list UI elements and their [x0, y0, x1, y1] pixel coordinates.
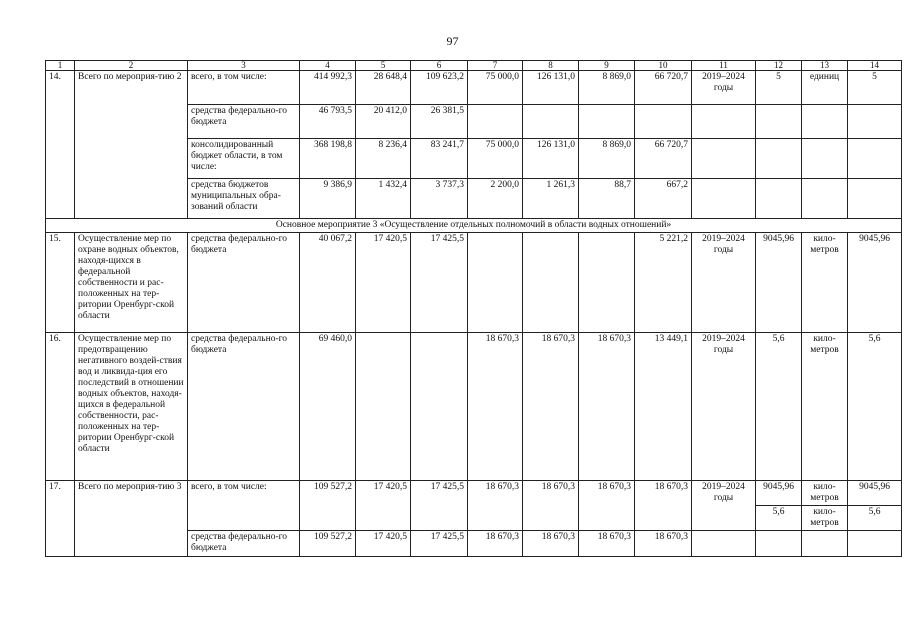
amount-2024: 5 221,2 — [635, 233, 692, 333]
empty-cell — [692, 105, 756, 139]
amount-2019 — [356, 333, 411, 481]
program-activities-table — [45, 60, 902, 557]
amount-2020: 109 623,2 — [411, 71, 468, 105]
amount-2023: 8 869,0 — [579, 71, 635, 105]
amount-2020 — [411, 333, 468, 481]
amount-total: 69 460,0 — [300, 333, 356, 481]
amount-2022: 18 670,3 — [523, 531, 579, 557]
section-title: Основное мероприятие 3 «Осуществление отдельных полномочий в области водных отношений» — [46, 219, 902, 233]
amount-2022: 18 670,3 — [523, 481, 579, 531]
funding-source: средства федерально-го бюджета — [188, 531, 300, 557]
amount-2024: 18 670,3 — [635, 481, 692, 531]
empty-cell — [692, 139, 756, 179]
amount-2021: 2 200,0 — [468, 179, 523, 219]
column-header: 3 — [188, 61, 300, 71]
amount-2020: 26 381,5 — [411, 105, 468, 139]
table-row — [46, 233, 902, 333]
amount-2024: 66 720,7 — [635, 71, 692, 105]
funding-source: всего, в том числе: — [188, 481, 300, 531]
funding-source: средства бюджетов муниципальных обра-зований области — [188, 179, 300, 219]
amount-total: 46 793,5 — [300, 105, 356, 139]
amount-2021: 75 000,0 — [468, 71, 523, 105]
amount-2024: 66 720,7 — [635, 139, 692, 179]
amount-2019: 17 420,5 — [356, 481, 411, 531]
column-header: 14 — [848, 61, 902, 71]
amount-2022 — [523, 233, 579, 333]
amount-2023: 18 670,3 — [579, 333, 635, 481]
column-header: 6 — [411, 61, 468, 71]
funding-source: средства федерально-го бюджета — [188, 105, 300, 139]
amount-2023 — [579, 233, 635, 333]
amount-2021 — [468, 105, 523, 139]
empty-cell — [756, 531, 802, 557]
indicator-unit: единиц — [802, 71, 848, 105]
empty-cell — [848, 179, 902, 219]
amount-2022: 126 131,0 — [523, 71, 579, 105]
amount-2023: 18 670,3 — [579, 531, 635, 557]
amount-2019: 20 412,0 — [356, 105, 411, 139]
amount-2023: 8 869,0 — [579, 139, 635, 179]
amount-2020: 83 241,7 — [411, 139, 468, 179]
amount-2023: 88,7 — [579, 179, 635, 219]
amount-2023: 18 670,3 — [579, 481, 635, 531]
amount-2022: 18 670,3 — [523, 333, 579, 481]
period: 2019–2024 годы — [692, 481, 756, 531]
empty-cell — [756, 105, 802, 139]
amount-total: 109 527,2 — [300, 481, 356, 531]
amount-2023 — [579, 105, 635, 139]
empty-cell — [802, 531, 848, 557]
column-header: 2 — [75, 61, 188, 71]
section-row — [46, 219, 902, 233]
amount-2022 — [523, 105, 579, 139]
period: 2019–2024 годы — [692, 71, 756, 105]
amount-total: 40 067,2 — [300, 233, 356, 333]
amount-2020: 17 425,5 — [411, 233, 468, 333]
period: 2019–2024 годы — [692, 333, 756, 481]
column-header: 13 — [802, 61, 848, 71]
amount-total: 9 386,9 — [300, 179, 356, 219]
amount-2024: 18 670,3 — [635, 531, 692, 557]
activity-name: Всего по мероприя-тию 2 — [75, 71, 188, 219]
indicator-target: 9045,96 — [848, 481, 902, 506]
empty-cell — [756, 139, 802, 179]
amount-2021: 18 670,3 — [468, 333, 523, 481]
indicator-value: 5 — [756, 71, 802, 105]
row-number: 17. — [46, 481, 75, 557]
amount-2021: 75 000,0 — [468, 139, 523, 179]
indicator-value: 9045,96 — [756, 233, 802, 333]
indicator-target: 5 — [848, 71, 902, 105]
amount-2021 — [468, 233, 523, 333]
empty-cell — [848, 105, 902, 139]
column-header: 12 — [756, 61, 802, 71]
amount-2022: 1 261,3 — [523, 179, 579, 219]
empty-cell — [802, 105, 848, 139]
indicator-unit: кило-метров — [802, 506, 848, 531]
column-header: 10 — [635, 61, 692, 71]
amount-total: 414 992,3 — [300, 71, 356, 105]
amount-2019: 28 648,4 — [356, 71, 411, 105]
indicator-target: 5,6 — [848, 333, 902, 481]
column-header: 5 — [356, 61, 411, 71]
activity-name: Осуществление мер по охране водных объектов, находя-щихся в федеральной собственности и рас-положенных на тер-ритории Оренбург-ской области — [75, 233, 188, 333]
indicator-unit: кило-метров — [802, 333, 848, 481]
amount-total: 109 527,2 — [300, 531, 356, 557]
column-header: 4 — [300, 61, 356, 71]
funding-source: всего, в том числе: — [188, 71, 300, 105]
empty-cell — [756, 179, 802, 219]
row-number: 16. — [46, 333, 75, 481]
empty-cell — [802, 139, 848, 179]
amount-2020: 3 737,3 — [411, 179, 468, 219]
indicator-value: 5,6 — [756, 333, 802, 481]
amount-total: 368 198,8 — [300, 139, 356, 179]
table-row — [46, 333, 902, 481]
page-number: 97 — [446, 34, 459, 48]
amount-2024: 13 449,1 — [635, 333, 692, 481]
column-header: 7 — [468, 61, 523, 71]
amount-2024 — [635, 105, 692, 139]
amount-2021: 18 670,3 — [468, 481, 523, 531]
activity-name: Всего по мероприя-тию 3 — [75, 481, 188, 557]
amount-2020: 17 425,5 — [411, 481, 468, 531]
amount-2019: 8 236,4 — [356, 139, 411, 179]
row-number: 15. — [46, 233, 75, 333]
row-number: 14. — [46, 71, 75, 219]
empty-cell — [692, 531, 756, 557]
column-number-row — [46, 61, 902, 71]
column-header: 11 — [692, 61, 756, 71]
indicator-unit: кило-метров — [802, 233, 848, 333]
amount-2022: 126 131,0 — [523, 139, 579, 179]
funding-source: средства федерально-го бюджета — [188, 233, 300, 333]
empty-cell — [692, 179, 756, 219]
indicator-target: 9045,96 — [848, 233, 902, 333]
indicator-value: 5,6 — [756, 506, 802, 531]
empty-cell — [848, 531, 902, 557]
table-row — [46, 481, 902, 506]
funding-source: консолидированный бюджет области, в том числе: — [188, 139, 300, 179]
table-row — [46, 71, 902, 105]
amount-2019: 1 432,4 — [356, 179, 411, 219]
activity-name: Осуществление мер по предотвращению негативного воздей-ствия вод и ликвида-ция его последствий в отношении водных объектов, находя-щихся в федеральной собственности, рас-положенных на тер-ритории Оренбург-ской области — [75, 333, 188, 481]
amount-2024: 667,2 — [635, 179, 692, 219]
indicator-unit: кило-метров — [802, 481, 848, 506]
amount-2019: 17 420,5 — [356, 233, 411, 333]
funding-source: средства федерально-го бюджета — [188, 333, 300, 481]
column-header: 9 — [579, 61, 635, 71]
empty-cell — [802, 179, 848, 219]
indicator-value: 9045,96 — [756, 481, 802, 506]
indicator-target: 5,6 — [848, 506, 902, 531]
amount-2020: 17 425,5 — [411, 531, 468, 557]
column-header: 1 — [46, 61, 75, 71]
empty-cell — [848, 139, 902, 179]
period: 2019–2024 годы — [692, 233, 756, 333]
column-header: 8 — [523, 61, 579, 71]
amount-2021: 18 670,3 — [468, 531, 523, 557]
amount-2019: 17 420,5 — [356, 531, 411, 557]
